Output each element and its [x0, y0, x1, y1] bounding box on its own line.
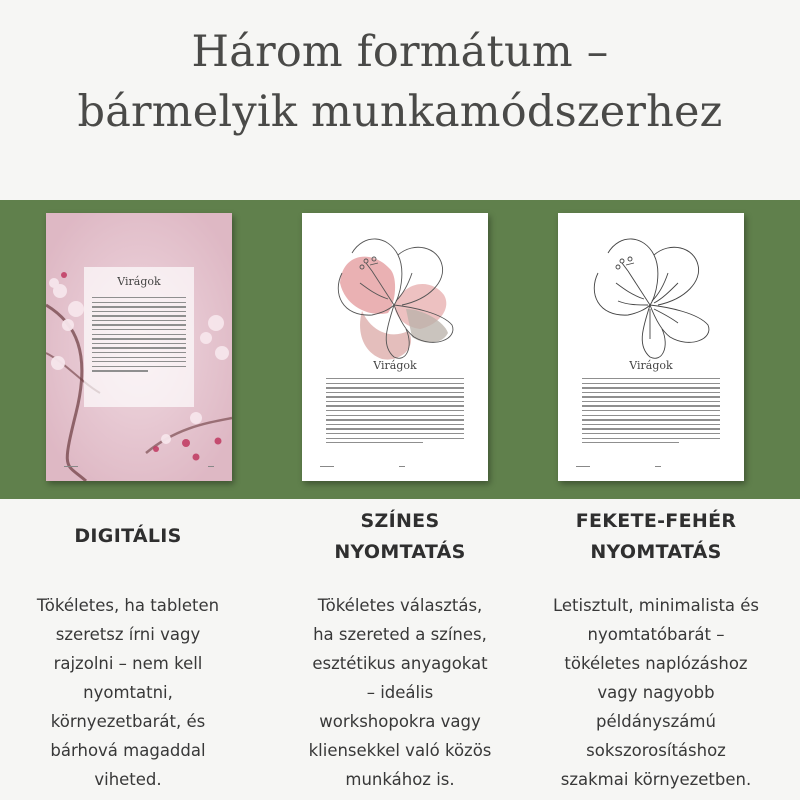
- bw-page-preview: [558, 213, 744, 481]
- digital-page-footer: [64, 466, 214, 467]
- description-line: Letisztult, minimalista és: [552, 596, 760, 615]
- page-heading: [0, 22, 800, 142]
- format-label-line: DIGITÁLIS: [74, 525, 182, 547]
- format-digital: [0, 506, 256, 789]
- digital-page-title: Virágok: [117, 275, 161, 288]
- description-line: workshopokra vagy: [319, 712, 481, 731]
- description-line: kliensekkel való közös: [308, 741, 492, 760]
- description-line: ha szereted a színes,: [313, 625, 487, 644]
- description-line: vagy nagyobb: [597, 683, 715, 702]
- format-bw-print: [528, 506, 784, 789]
- description-line: – ideális: [366, 683, 434, 702]
- digital-page-text: [92, 297, 186, 375]
- format-label-line: FEKETE-FEHÉR: [575, 510, 737, 532]
- heading-line-2: bármelyik munkamódszerhez: [77, 87, 723, 137]
- description-line: Tökéletes, ha tableten: [36, 596, 220, 615]
- description-line: nyomtatóbarát –: [587, 625, 725, 644]
- description-line: esztétikus anyagokat: [312, 654, 488, 673]
- color-page-preview: [302, 213, 488, 481]
- color-page-footer: [320, 466, 470, 467]
- format-description: [272, 591, 528, 794]
- description-line: nyomtatni,: [83, 683, 173, 702]
- format-color-print: [272, 506, 528, 789]
- format-label-line: SZÍNES: [360, 510, 440, 532]
- description-line: sokszorosításhoz: [586, 741, 726, 760]
- description-line: bárhová magaddal: [50, 741, 206, 760]
- description-line: tökéletes naplózáshoz: [564, 654, 748, 673]
- description-line: viheted.: [94, 770, 162, 789]
- color-page-title: Virágok: [373, 359, 417, 372]
- format-label-line: NYOMTATÁS: [590, 541, 722, 563]
- color-page-text: [326, 378, 464, 447]
- description-line: példányszámú: [596, 712, 716, 731]
- description-line: szeretsz írni vagy: [55, 625, 201, 644]
- digital-page-preview: [46, 213, 232, 481]
- format-label: [0, 506, 256, 552]
- description-line: környezetbarát, és: [50, 712, 206, 731]
- description-line: Tökéletes választás,: [317, 596, 483, 615]
- bw-page-footer: [576, 466, 726, 467]
- format-label: [272, 506, 528, 568]
- description-line: munkához is.: [345, 770, 455, 789]
- format-description: [528, 591, 784, 794]
- bw-page-text: [582, 378, 720, 447]
- description-line: rajzolni – nem kell: [53, 654, 203, 673]
- bw-page-title: Virágok: [629, 359, 673, 372]
- description-line: szakmai környezetben.: [560, 770, 752, 789]
- format-label: [528, 506, 784, 568]
- format-description: [0, 591, 256, 794]
- heading-line-1: Három formátum –: [191, 27, 609, 77]
- format-label-line: NYOMTATÁS: [334, 541, 466, 563]
